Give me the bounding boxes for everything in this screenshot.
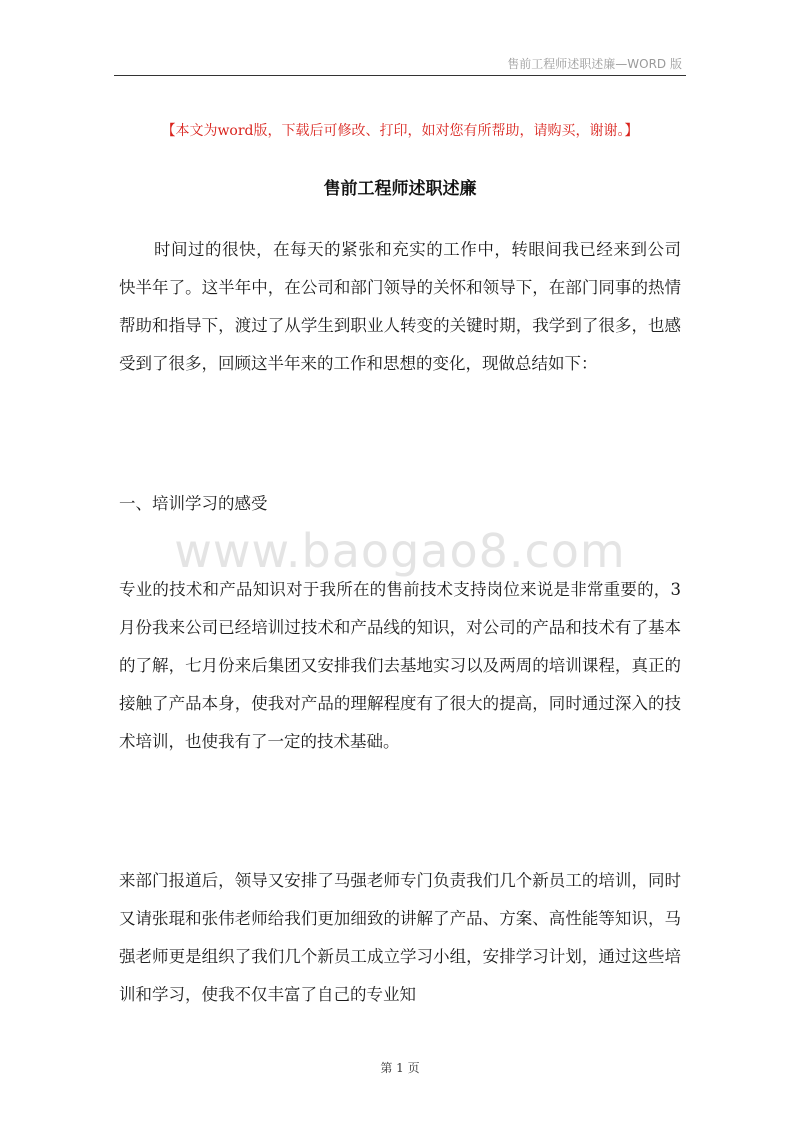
intro-paragraph: 时间过的很快，在每天的紧张和充实的工作中，转眼间我已经来到公司快半年了。这半年中，在公司和部门领导的关怀和领导下，在部门同事的热情帮助和指导下，渡过了从学生到职业人转变的关键时期，我学到了很多，也感受到了很多，回顾这半年来的工作和思想的变化，现做总结如下： <box>119 240 681 373</box>
section-heading-training: 一、培训学习的感受 <box>119 494 268 513</box>
body-paragraph-1: 专业的技术和产品知识对于我所在的售前技术支持岗位来说是非常重要的，3月份我来公司已经培训过技术和产品线的知识，对公司的产品和技术有了基本的了解，七月份来后集团又安排我们去基地实习以及两周的培训课程，真正的接触了产品本身，使我对产品的理解程度有了很大的提高，同时通过深入的技术培训，也使我有了一定的技术基础。 <box>119 580 681 751</box>
document-title: 售前工程师述职述廉 <box>323 179 477 199</box>
watermark: www.baogao8.com <box>174 524 626 578</box>
page-header-title: 售前工程师述职述廉—WORD 版 <box>507 57 682 71</box>
header-divider <box>114 75 686 76</box>
page-number: 第 1 页 <box>380 1061 420 1075</box>
body-paragraph-2: 来部门报道后，领导又安排了马强老师专门负责我们几个新员工的培训，同时又请张琨和张伟老师给我们更加细致的讲解了产品、方案、高性能等知识，马强老师更是组织了我们几个新员工成立学习小组，安排学习计划，通过这些培训和学习，使我不仅丰富了自己的专业知 <box>119 871 681 1004</box>
download-notice: 【本文为word版，下载后可修改、打印，如对您有所帮助，请购买，谢谢。】 <box>161 123 639 139</box>
